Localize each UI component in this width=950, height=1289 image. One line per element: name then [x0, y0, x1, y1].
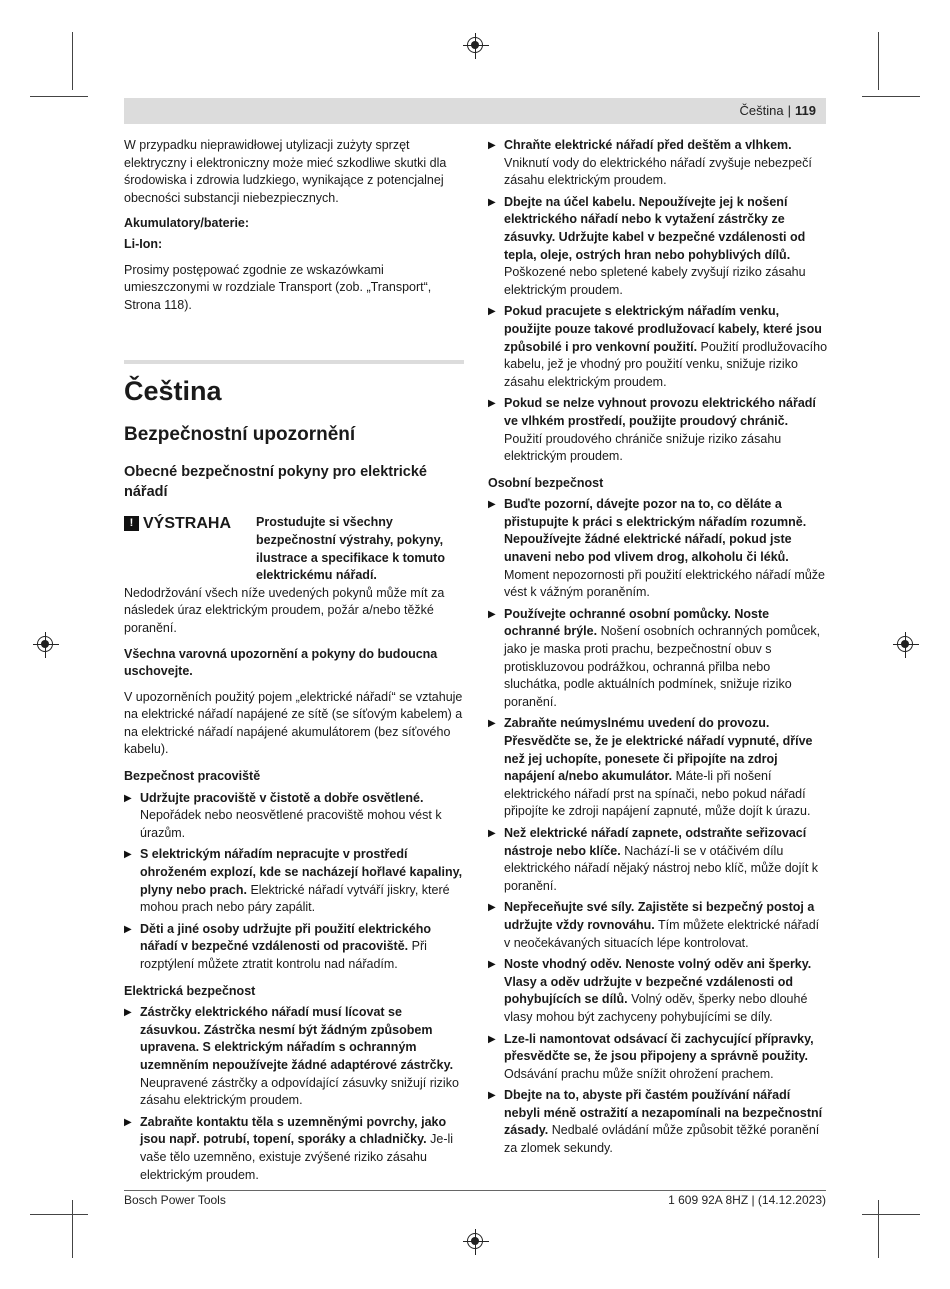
keep-instructions: Všechna varovná upozornění a pokyny do budoucna uschovejte. [124, 646, 438, 679]
list-item: ▶ Dbejte na to, abyste při častém používání nářadí nebyli méně ostražití a nezapomínali na bezpečnostní zásady. Nedbalé ovládání může způsobit těžké poranění za zlomek sekundy. [488, 1087, 828, 1157]
list-item: ▶ Používejte ochranné osobní pomůcky. Noste ochranné brýle. Nošení osobních ochranných pomůcek, jako je maska proti prachu, bezpečnostní obuv s protiskluzovou podrážkou, ochranná přilba nebo sluchátka, podle aktuálních podmínek, snižuje riziko poranění. [488, 606, 828, 712]
registration-mark-icon [897, 636, 913, 652]
list-item: ▶ S elektrickým nářadím nepracujte v prostředí ohroženém explozí, kde se nacházejí hořlavé kapaliny, plyny nebo prach. Elektrické nářadí vytváří jiskry, které mohou prach nebo páry zapálit. [124, 846, 464, 916]
crop-mark [30, 96, 88, 97]
batteries-heading: Akumulatory/baterie: [124, 216, 250, 231]
header-language: Čeština [739, 103, 784, 118]
left-column [124, 137, 464, 1184]
list-item: ▶ Noste vhodný oděv. Nenoste volný oděv ani šperky. Vlasy a oděv udržujte v bezpečné vzdálenosti od pohybujících se dílů. Volný oděv, šperky nebo dlouhé vlasy mohou být zachyceny pohybujícími se díly. [488, 956, 828, 1026]
crop-mark [862, 96, 920, 97]
crop-mark [862, 1214, 920, 1215]
footer-divider [124, 1190, 826, 1191]
footer-doc-number: 1 609 92A 8HZ | (14.12.2023) [668, 1193, 826, 1207]
header-separator: | [787, 103, 792, 118]
term-paragraph: V upozorněních použitý pojem „elektrické nářadí“ se vztahuje na elektrické nářadí napájené ze sítě (se síťovým kabelem) a na elektrické nářadí napájené akumulátorem (bez síťového kabelu). [124, 689, 463, 757]
electrical-list [124, 1004, 464, 1184]
list-item: ▶ Nepřeceňujte své síly. Zajistěte si bezpečný postoj a udržujte vždy rovnováhu. Tím můžete elektrické nářadí v neočekávaných situacích lépe kontrolovat. [488, 899, 828, 952]
list-item: ▶ Děti a jiné osoby udržujte při použití elektrického nářadí v bezpečné vzdálenosti od pracoviště. Při rozptýlení můžete ztratit kontrolu nad nářadím. [124, 921, 464, 974]
list-item: ▶ Dbejte na účel kabelu. Nepoužívejte jej k nošení elektrického nářadí nebo k vytažení zástrčky ze zásuvky. Udržujte kabel v bezpečné vzdálenosti od tepla, oleje, ostrých hran nebo pohyblivých dílů. Poškozené nebo spletené kabely zvyšují riziko zásahu elektrickým proudem. [488, 194, 828, 300]
list-item: ▶ Lze-li namontovat odsávací či zachycující přípravky, přesvědčte se, že jsou připojeny a správně použity. Odsávání prachu může snížit ohrožení prachem. [488, 1031, 828, 1084]
page-number-label [740, 103, 816, 118]
list-item: ▶ Udržujte pracoviště v čistotě a dobře osvětlené. Nepořádek nebo neosvětlené pracoviště mohou vést k úrazům. [124, 790, 464, 843]
list-item: ▶ Pokud pracujete s elektrickým nářadím venku, použijte pouze takové prodlužovací kabely, které jsou způsobilé i pro venkovní použití. Použití prodlužovacího kabelu, jež je vhodný pro použití venku, snižuje riziko zásahu elektrickým proudem. [488, 303, 828, 391]
registration-mark-icon [467, 37, 483, 53]
electrical-heading: Elektrická bezpečnost [124, 983, 256, 998]
personal-list [488, 496, 828, 1157]
page-number: 119 [795, 103, 816, 118]
list-item: ▶ Zabraňte neúmyslnému uvedení do provozu. Přesvědčte se, že je elektrické nářadí vypnuté, dříve než jej uchopíte, ponesete či připojíte na zdroj napájení a/nebo akumulátor. Máte-li při nošení elektrického nářadí prst na spínači, nebo pokud nářadí připojíte ke zdroji napájení zapnuté, může dojít k úrazu. [488, 715, 828, 821]
warning-block [124, 514, 464, 584]
page-header [124, 98, 826, 124]
safety-title: Bezpečnostní upozornění [124, 424, 356, 446]
electrical-list-continued [488, 137, 828, 466]
warning-label-text: VÝSTRAHA [143, 515, 232, 533]
list-item: ▶ Než elektrické nářadí zapnete, odstraňte seřizovací nástroje nebo klíče. Nachází-li se v otáčivém dílu elektrického nářadí nějaký nástroj nebo klíč, může dojít k poranění. [488, 825, 828, 895]
crop-mark [72, 1200, 73, 1258]
list-item: ▶ Zástrčky elektrického nářadí musí lícovat se zásuvkou. Zástrčka nesmí být žádným způsobem upravena. S elektrickým nářadím s ochranným uzemněním nepoužívejte žádné adaptérové zástrčky. Neupravené zástrčky a odpovídající zásuvky snižují riziko zásahu elektrickým proudem. [124, 1004, 464, 1110]
section-divider [124, 360, 464, 364]
registration-mark-icon [467, 1233, 483, 1249]
footer-brand: Bosch Power Tools [124, 1193, 226, 1207]
warning-consequence: Nedodržování všech níže uvedených pokynů může mít za následek úraz elektrickým proudem, požár a/nebo těžké poranění. [124, 585, 445, 635]
crop-mark [72, 32, 73, 90]
warning-text: Prostudujte si všechny bezpečnostní výstrahy, pokyny, ilustrace a specifikace k tomuto elektrickému nářadí. [256, 515, 445, 583]
crop-mark [30, 1214, 88, 1215]
workplace-list [124, 790, 464, 974]
right-column [488, 137, 828, 1158]
list-item: ▶ Pokud se nelze vyhnout provozu elektrického nářadí ve vlhkém prostředí, použijte proudový chránič. Použití proudového chrániče snižuje riziko zásahu elektrickým proudem. [488, 395, 828, 465]
liion-heading: Li-Ion: [124, 236, 163, 251]
chapter-title: Čeština [124, 376, 222, 407]
list-item: ▶ Chraňte elektrické nářadí před deštěm a vlhkem. Vniknutí vody do elektrického nářadí zvyšuje nebezpečí zásahu elektrickým proudem. [488, 137, 828, 190]
warning-label [124, 514, 256, 584]
registration-mark-icon [37, 636, 53, 652]
crop-mark [878, 32, 879, 90]
list-item: ▶ Buďte pozorní, dávejte pozor na to, co děláte a přistupujte k práci s elektrickým nářadím rozumně. Nepoužívejte žádné elektrické nářadí, pokud jste unaveni nebo pod vlivem drog, alkoholu či léků. Moment nepozornosti při použití elektrického nářadí může vést k vážným poraněním. [488, 496, 828, 602]
list-item: ▶ Zabraňte kontaktu těla s uzemněnými povrchy, jako jsou např. potrubí, topení, sporáky a chladničky. Je-li vaše tělo uzemněno, existuje zvýšené riziko zásahu elektrickým proudem. [124, 1114, 464, 1184]
transport-paragraph: Prosimy postępować zgodnie ze wskazówkami umieszczonymi w rozdziale Transport (zob. „Transport“, Strona 118). [124, 262, 432, 312]
personal-heading: Osobní bezpečnost [488, 475, 604, 490]
general-safety-heading: Obecné bezpečnostní pokyny pro elektrické nářadí [124, 464, 427, 501]
disposal-paragraph: W przypadku nieprawidłowej utylizacji zużyty sprzęt elektryczny i elektroniczny może mieć szkodliwe skutki dla środowiska i zdrowia ludzkiego, wynikające z potencjalnej obecności substancji niebezpiecznych. [124, 138, 447, 205]
warning-triangle-icon: ! [124, 516, 139, 531]
workplace-heading: Bezpečnost pracoviště [124, 769, 261, 784]
crop-mark [878, 1200, 879, 1258]
